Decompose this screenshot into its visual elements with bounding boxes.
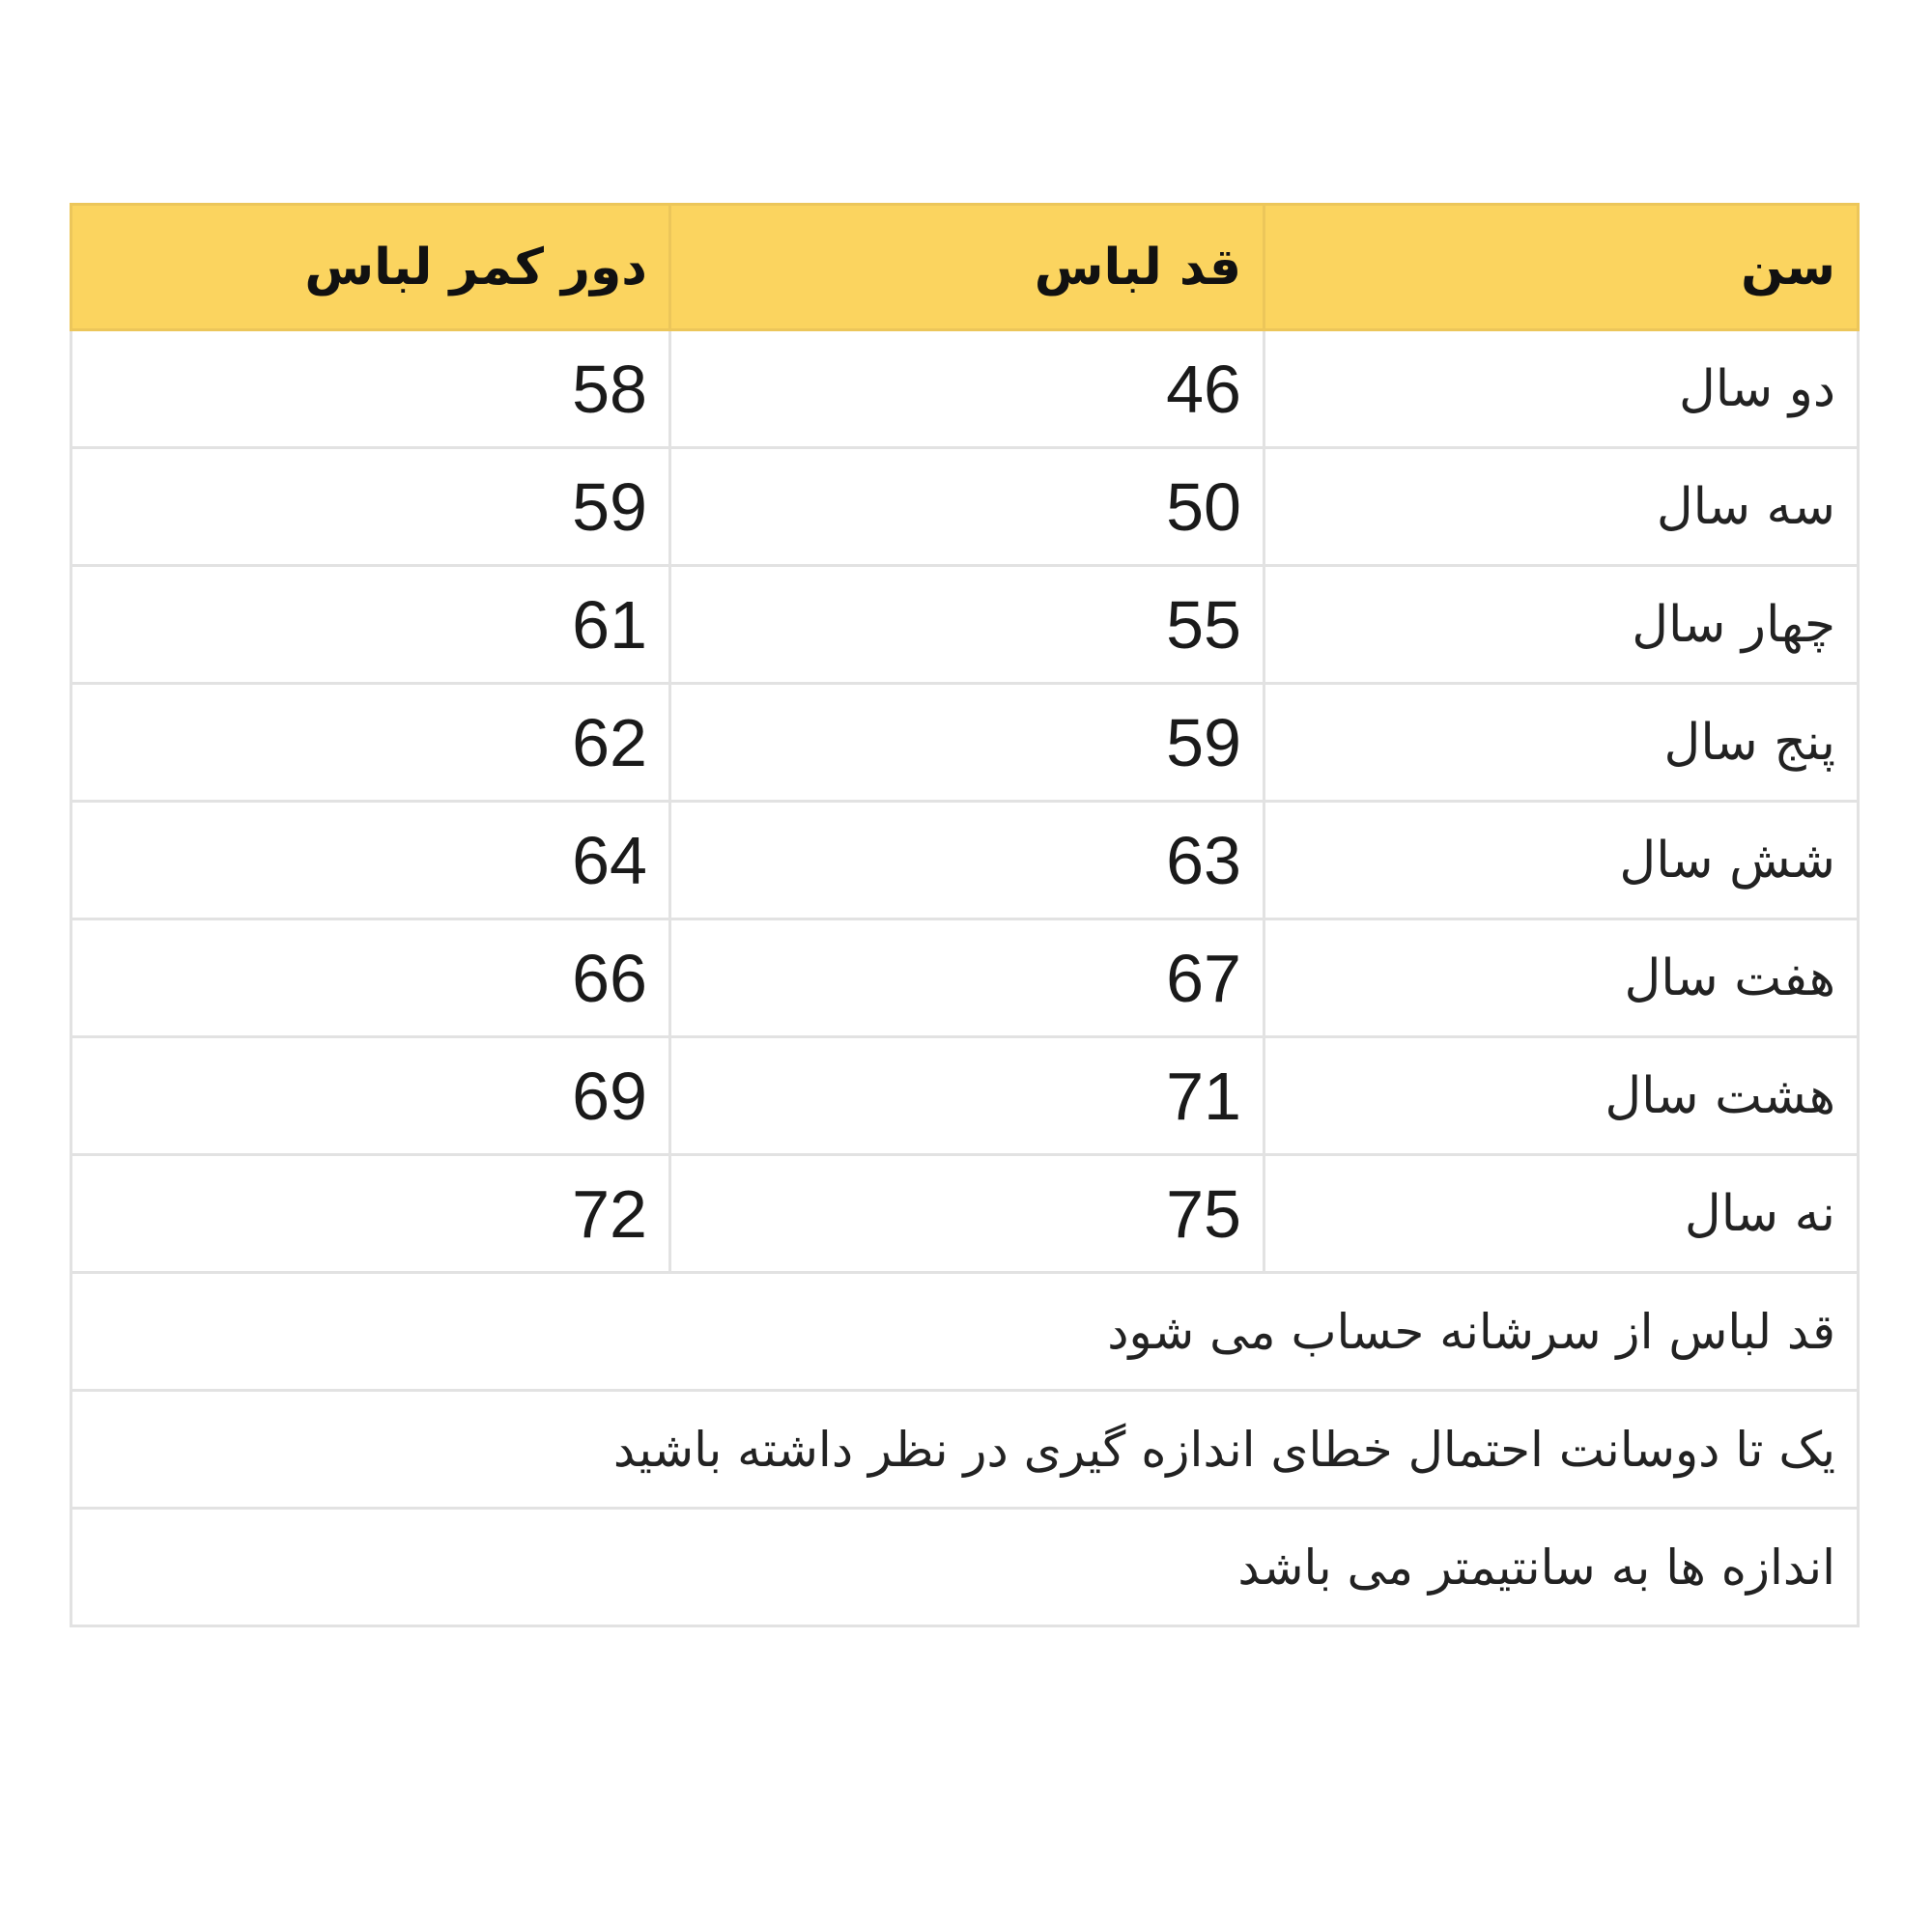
table-row (71, 1155, 1859, 1273)
table-row (71, 448, 1859, 566)
length-cell: 75 (670, 1155, 1264, 1273)
table-row (71, 330, 1859, 448)
length-cell: 67 (670, 919, 1264, 1037)
waist-cell: 59 (71, 448, 670, 566)
length-cell: 50 (670, 448, 1264, 566)
note-row (71, 1273, 1859, 1391)
age-cell: هشت سال (1264, 1037, 1859, 1155)
size-chart-table (70, 203, 1860, 1627)
length-cell: 59 (670, 684, 1264, 802)
length-cell: 71 (670, 1037, 1264, 1155)
header-age: سن (1264, 205, 1859, 330)
table-row (71, 1037, 1859, 1155)
age-cell: سه سال (1264, 448, 1859, 566)
header-length: قد لباس (670, 205, 1264, 330)
waist-cell: 69 (71, 1037, 670, 1155)
note-row (71, 1391, 1859, 1509)
age-cell: پنج سال (1264, 684, 1859, 802)
waist-cell: 64 (71, 802, 670, 919)
waist-cell: 62 (71, 684, 670, 802)
waist-cell: 66 (71, 919, 670, 1037)
age-cell: هفت سال (1264, 919, 1859, 1037)
length-cell: 46 (670, 330, 1264, 448)
age-cell: چهار سال (1264, 566, 1859, 684)
waist-cell: 72 (71, 1155, 670, 1273)
length-cell: 55 (670, 566, 1264, 684)
table-row (71, 919, 1859, 1037)
waist-cell: 61 (71, 566, 670, 684)
length-cell: 63 (670, 802, 1264, 919)
note-measurement-origin: قد لباس از سرشانه حساب می شود (71, 1273, 1859, 1391)
age-cell: دو سال (1264, 330, 1859, 448)
age-cell: نه سال (1264, 1155, 1859, 1273)
waist-cell: 58 (71, 330, 670, 448)
table-row (71, 802, 1859, 919)
table-row (71, 566, 1859, 684)
note-measurement-error: یک تا دوسانت احتمال خطای اندازه گیری در نظر داشته باشید (71, 1391, 1859, 1509)
age-cell: شش سال (1264, 802, 1859, 919)
table-row (71, 684, 1859, 802)
table-header-row (71, 205, 1859, 330)
note-units: اندازه ها به سانتیمتر می باشد (71, 1509, 1859, 1626)
header-waist: دور کمر لباس (71, 205, 670, 330)
note-row (71, 1509, 1859, 1626)
